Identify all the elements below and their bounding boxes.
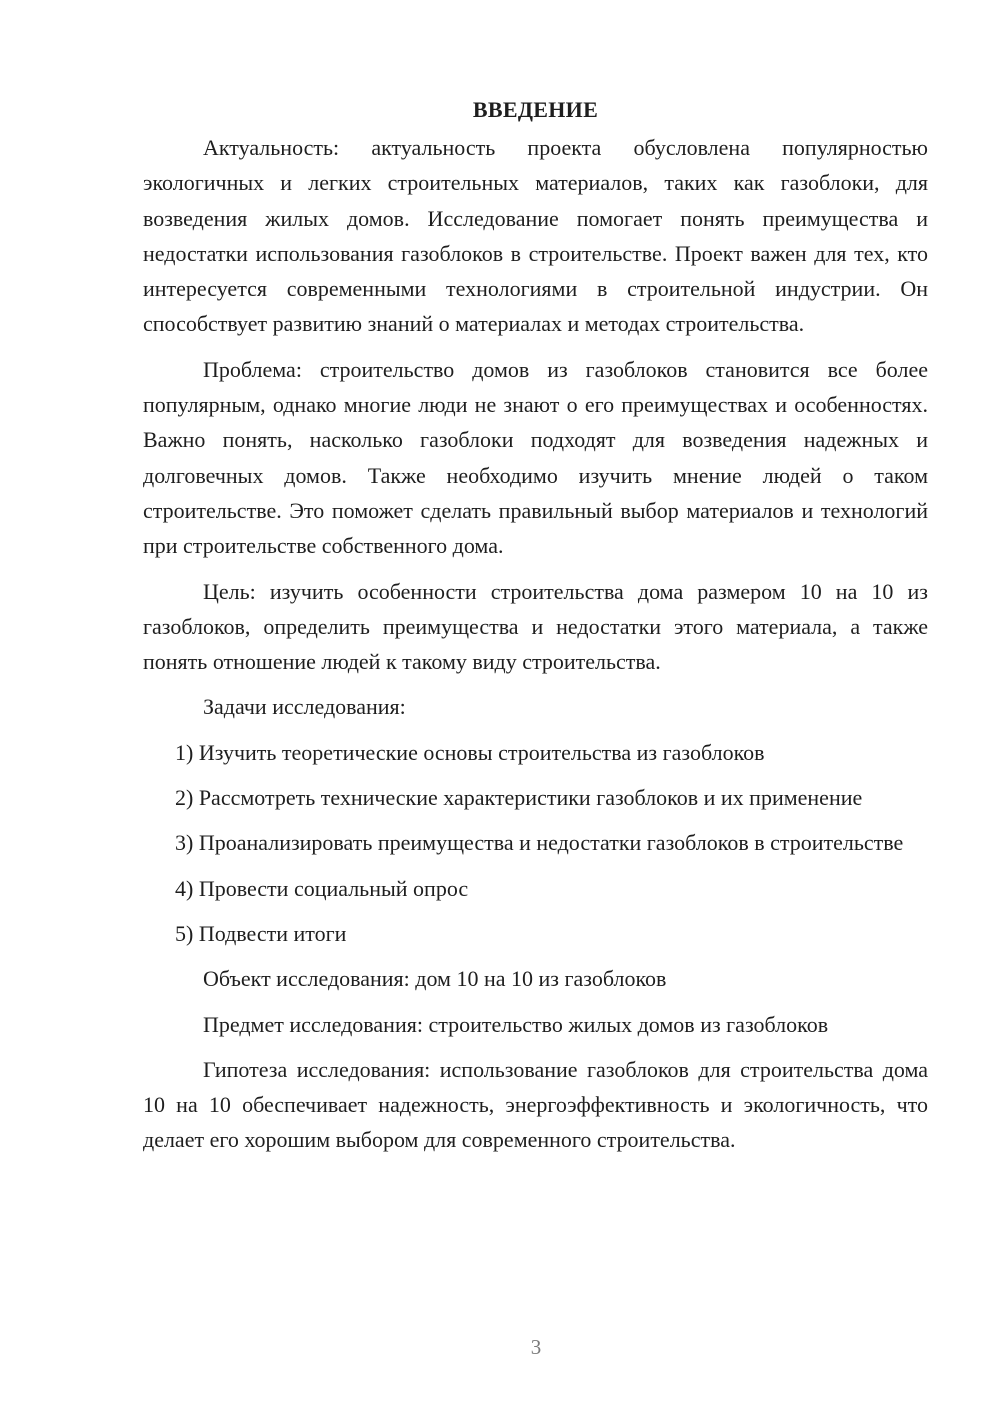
paragraph-relevance: Актуальность: актуальность проекта обусловлена популярностью экологичных и легких строительных материалов, таких как газоблоки, для возведения жилых домов. Исследование помогает понять преимущества и недостатки использования газоблоков в строительстве. Проект важен для тех, кто интересуется современными технологиями в строительной индустрии. Он способствует развитию знаний о материалах и методах строительства. (143, 135, 928, 337)
task-item-1: 1) Изучить теоретические основы строительства из газоблоков (175, 739, 765, 765)
task-item-2: 2) Рассмотреть технические характеристики газоблоков и их применение (175, 785, 863, 811)
section-title: ВВЕДЕНИЕ (472, 97, 599, 122)
page-number: 3 (530, 1335, 542, 1359)
paragraph-object: Объект исследования: дом 10 на 10 из газоблоков (203, 966, 667, 992)
paragraph-problem: Проблема: строительство домов из газоблоков становится все более популярным, однако многие люди не знают о его преимуществах и особенностях. Важно понять, насколько газоблоки подходят для возведения надежных и долговечных домов. Также необходимо изучить мнение людей о таком строительстве. Это поможет сделать правильный выбор материалов и технологий при строительстве собственного дома. (143, 356, 928, 559)
paragraph-tasks-heading: Задачи исследования: (203, 694, 406, 720)
task-item-4: 4) Провести социальный опрос (175, 875, 469, 901)
paragraph-subject: Предмет исследования: строительство жилых домов из газоблоков (203, 1011, 829, 1037)
document-page (143, 92, 928, 1168)
task-item-5: 5) Подвести итоги (175, 920, 347, 946)
task-item-3: 3) Проанализировать преимущества и недостатки газоблоков в строительстве (175, 830, 904, 856)
paragraph-hypothesis: Гипотеза исследования: использование газоблоков для строительства дома 10 на 10 обеспечивает надежность, энергоэффективность и экологичность, что делает его хорошим выбором для современного строительства. (143, 1056, 928, 1153)
paragraph-goal: Цель: изучить особенности строительства дома размером 10 на 10 из газоблоков, определить преимущества и недостатки этого материала, а также понять отношение людей к такому виду строительства. (143, 578, 928, 675)
